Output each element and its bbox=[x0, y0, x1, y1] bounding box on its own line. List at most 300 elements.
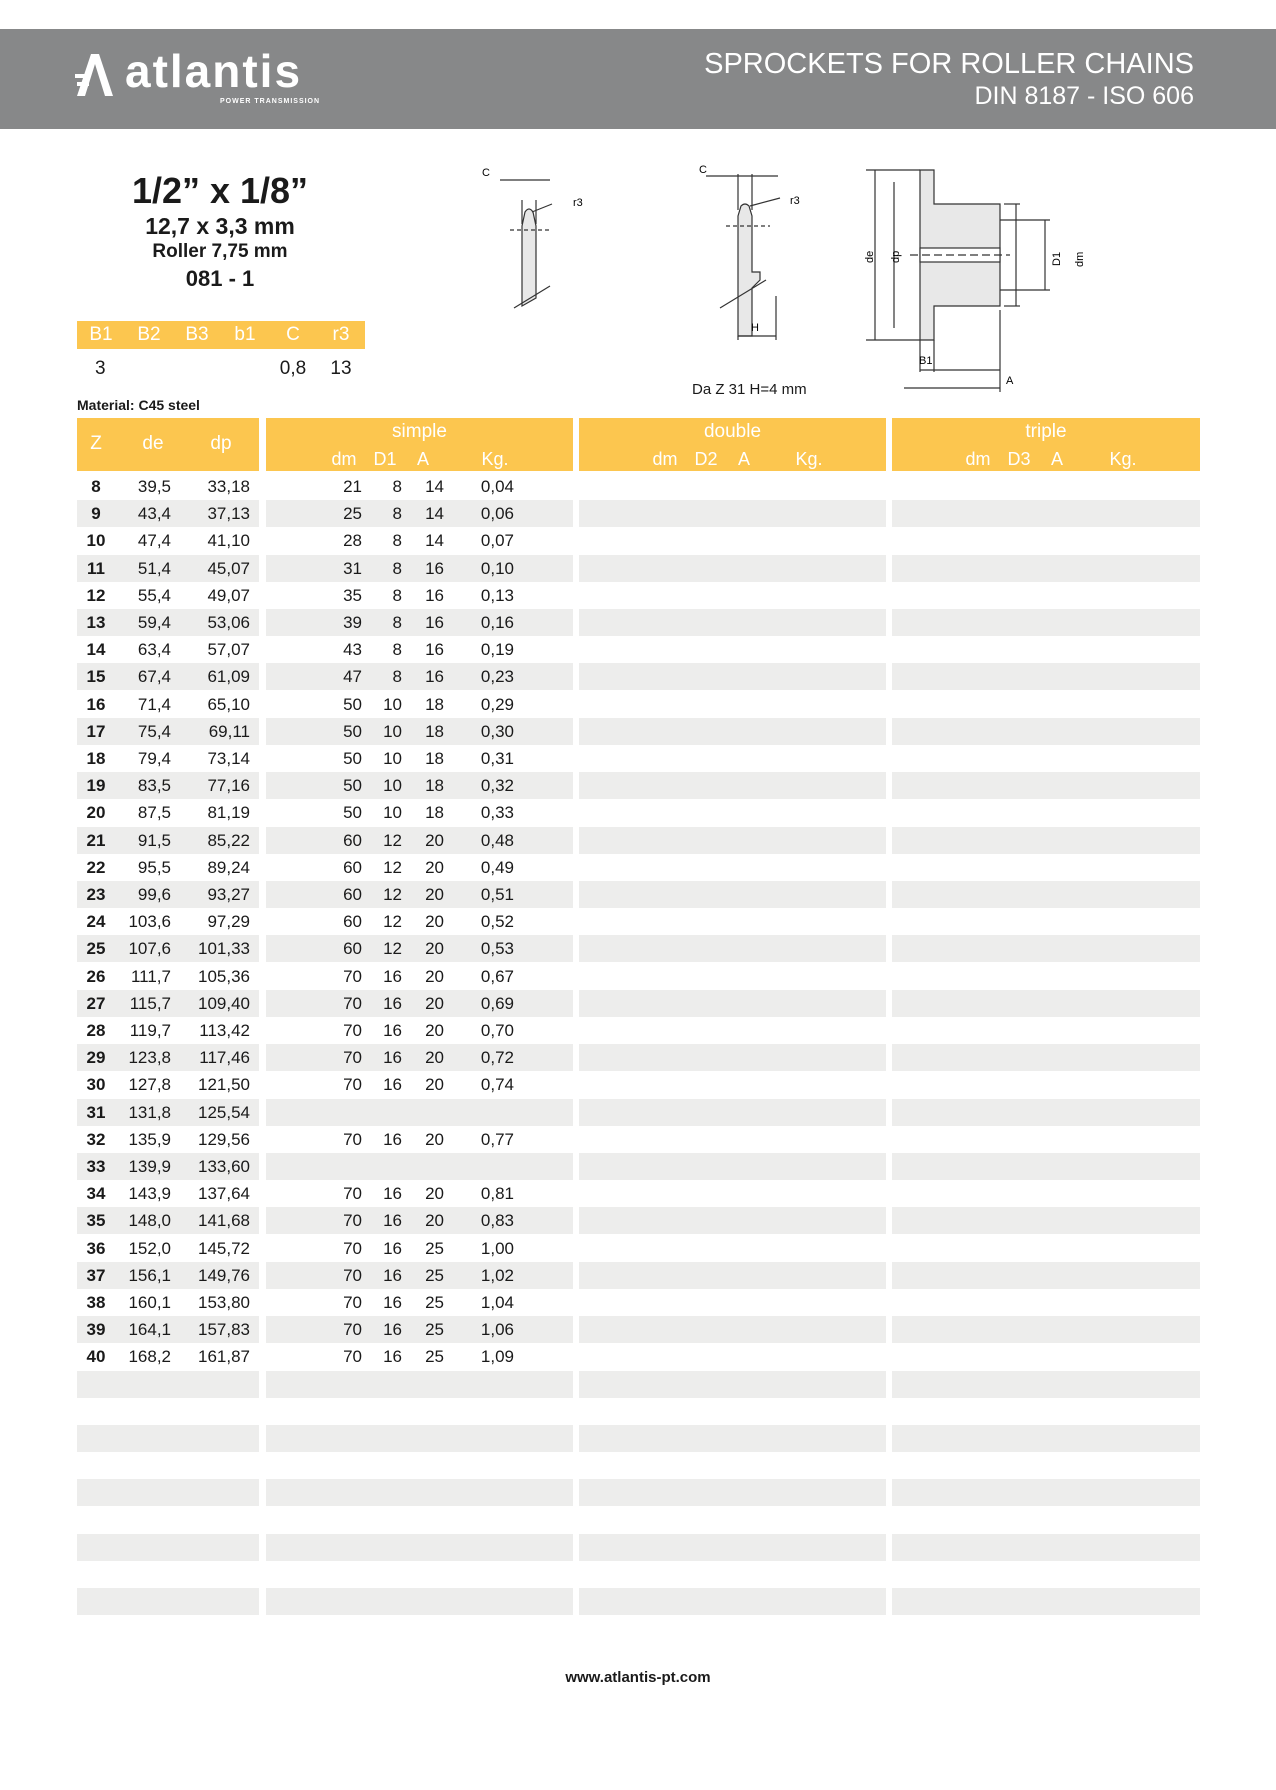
table-cell: 0,23 bbox=[480, 667, 514, 687]
table-cell: 40 bbox=[86, 1347, 106, 1367]
table-cell: 135,9 bbox=[128, 1129, 171, 1149]
label-dm: dm bbox=[1074, 251, 1086, 267]
table-cell: 157,83 bbox=[198, 1320, 250, 1340]
table-cell: 17 bbox=[86, 721, 106, 741]
table-cell: 143,9 bbox=[128, 1184, 171, 1204]
table-cell: 50 bbox=[343, 749, 362, 768]
table-row bbox=[0, 1017, 1276, 1044]
row-stripe bbox=[579, 1316, 886, 1343]
table-row bbox=[0, 691, 1276, 718]
table-cell: 18 bbox=[425, 694, 444, 714]
table-row bbox=[0, 555, 1276, 582]
table-cell: 30 bbox=[86, 1075, 106, 1095]
row-stripe bbox=[579, 772, 886, 799]
table-row bbox=[0, 1452, 1276, 1479]
table-cell: 71,4 bbox=[137, 694, 171, 714]
row-stripe bbox=[579, 500, 886, 527]
dimension-table bbox=[77, 321, 365, 383]
table-row bbox=[0, 1207, 1276, 1234]
table-cell: 20 bbox=[425, 1184, 444, 1204]
table-cell: 153,80 bbox=[198, 1293, 250, 1312]
row-stripe bbox=[892, 990, 1200, 1017]
table-header-zdedp bbox=[77, 418, 259, 471]
table-cell: 50 bbox=[343, 776, 362, 796]
table-cell: 160,1 bbox=[128, 1293, 171, 1312]
table-cell: 49,07 bbox=[207, 585, 250, 605]
table-cell: 37,13 bbox=[207, 504, 250, 524]
table-cell: 161,87 bbox=[198, 1347, 250, 1367]
table-row bbox=[0, 1153, 1276, 1180]
chain-size-mm: 12,7 x 3,3 mm bbox=[145, 213, 295, 239]
table-cell: 70 bbox=[343, 966, 362, 986]
table-cell: 25 bbox=[86, 939, 106, 959]
table-cell: 0,51 bbox=[480, 885, 514, 904]
table-cell: 85,22 bbox=[207, 830, 250, 850]
table-cell: 156,1 bbox=[128, 1265, 171, 1285]
table-header-triple bbox=[892, 418, 1200, 471]
table-row bbox=[0, 1316, 1276, 1343]
row-stripe bbox=[579, 1262, 886, 1289]
table-cell: 20 bbox=[425, 857, 444, 877]
row-stripe bbox=[892, 1371, 1200, 1398]
row-stripe bbox=[579, 1099, 886, 1126]
table-cell: 8 bbox=[91, 477, 101, 496]
table-cell: 16 bbox=[383, 1075, 402, 1095]
table-cell: 14 bbox=[86, 640, 106, 660]
group-double-title: double bbox=[703, 421, 762, 442]
row-stripe bbox=[892, 827, 1200, 854]
table-cell: 19 bbox=[86, 776, 106, 796]
table-cell: 73,14 bbox=[207, 749, 250, 768]
technical-drawings bbox=[470, 160, 1110, 400]
table-row bbox=[0, 718, 1276, 745]
table-cell: 70 bbox=[343, 1347, 362, 1367]
dim-value: 3 bbox=[95, 358, 106, 379]
table-cell: 16 bbox=[383, 1021, 402, 1040]
table-cell bbox=[326, 1153, 362, 1180]
table-cell: 22 bbox=[86, 857, 106, 877]
table-row bbox=[0, 663, 1276, 690]
label-dp: dp bbox=[890, 250, 902, 263]
table-row bbox=[0, 1044, 1276, 1071]
table-cell: 16 bbox=[383, 1211, 402, 1231]
row-stripe bbox=[892, 1099, 1200, 1126]
table-cell: 101,33 bbox=[198, 939, 250, 959]
table-cell: 36 bbox=[86, 1238, 106, 1258]
table-cell: 18 bbox=[425, 803, 444, 823]
table-cell: 87,5 bbox=[137, 803, 171, 823]
brand-logo bbox=[75, 45, 325, 110]
dim-header: B2 bbox=[137, 324, 161, 345]
table-cell: 149,76 bbox=[198, 1265, 250, 1285]
table-cell: 21 bbox=[343, 477, 362, 496]
row-stripe bbox=[579, 555, 886, 582]
col-a: A bbox=[416, 449, 429, 469]
table-cell: 18 bbox=[425, 776, 444, 796]
table-cell: 16 bbox=[425, 640, 444, 660]
row-stripe bbox=[266, 1425, 573, 1452]
table-cell: 60 bbox=[343, 830, 362, 850]
table-cell: 129,56 bbox=[198, 1129, 250, 1149]
label-de: de bbox=[864, 250, 876, 263]
table-cell: 61,09 bbox=[207, 667, 250, 687]
table-cell: 21 bbox=[86, 830, 106, 850]
table-cell: 20 bbox=[425, 885, 444, 904]
table-cell: 148,0 bbox=[128, 1211, 171, 1231]
table-cell: 0,19 bbox=[480, 640, 514, 660]
table-cell: 33,18 bbox=[207, 477, 250, 496]
table-cell: 8 bbox=[392, 667, 402, 687]
table-row bbox=[0, 609, 1276, 636]
table-cell: 11 bbox=[87, 558, 105, 578]
table-cell: 28 bbox=[86, 1021, 106, 1040]
table-row bbox=[0, 1507, 1276, 1534]
row-stripe bbox=[579, 1044, 886, 1071]
row-stripe bbox=[892, 881, 1200, 908]
row-stripe bbox=[266, 1588, 573, 1615]
table-row bbox=[0, 500, 1276, 527]
table-cell: 16 bbox=[383, 1184, 402, 1204]
table-cell: 10 bbox=[383, 721, 402, 741]
dim-header: r3 bbox=[332, 324, 350, 345]
row-stripe bbox=[579, 718, 886, 745]
table-cell: 93,27 bbox=[207, 885, 250, 904]
dim-value bbox=[125, 355, 173, 383]
table-row bbox=[0, 1371, 1276, 1398]
table-cell: 33 bbox=[86, 1157, 106, 1176]
table-cell: 20 bbox=[425, 939, 444, 959]
table-cell: 43,4 bbox=[137, 504, 171, 524]
table-cell: 12 bbox=[383, 830, 402, 850]
table-row bbox=[0, 881, 1276, 908]
table-cell: 8 bbox=[392, 504, 402, 524]
table-cell: 91,5 bbox=[137, 830, 171, 850]
table-row bbox=[0, 854, 1276, 881]
table-cell: 20 bbox=[86, 803, 106, 823]
table-cell: 115,7 bbox=[129, 993, 171, 1013]
table-cell: 16 bbox=[383, 1293, 402, 1312]
table-cell: 70 bbox=[343, 1075, 362, 1095]
table-cell: 1,04 bbox=[480, 1293, 514, 1312]
table-cell: 12 bbox=[86, 585, 106, 605]
table-cell: 0,69 bbox=[480, 993, 514, 1013]
table-cell: 10 bbox=[383, 694, 402, 714]
label-r3: r3 bbox=[573, 197, 583, 209]
table-cell: 37 bbox=[86, 1265, 106, 1285]
table-cell: 0,52 bbox=[480, 912, 514, 932]
row-stripe bbox=[579, 990, 886, 1017]
row-stripe bbox=[892, 1425, 1200, 1452]
table-row bbox=[0, 908, 1276, 935]
table-cell: 50 bbox=[343, 721, 362, 741]
row-stripe bbox=[892, 663, 1200, 690]
row-stripe bbox=[579, 1371, 886, 1398]
table-cell: 70 bbox=[343, 1129, 362, 1149]
table-cell: 0,30 bbox=[480, 721, 514, 741]
table-cell: 20 bbox=[425, 993, 444, 1013]
table-cell: 10 bbox=[383, 803, 402, 823]
table-row bbox=[0, 1479, 1276, 1506]
table-cell: 70 bbox=[343, 1238, 362, 1258]
dim-header: C bbox=[286, 324, 300, 345]
table-row bbox=[0, 1398, 1276, 1425]
col-kg: Kg. bbox=[1109, 449, 1137, 469]
table-cell: 70 bbox=[343, 1184, 362, 1204]
row-stripe bbox=[579, 1425, 886, 1452]
table-row bbox=[0, 772, 1276, 799]
page-subtitle: DIN 8187 - ISO 606 bbox=[974, 82, 1194, 110]
table-cell: 60 bbox=[343, 912, 362, 932]
table-cell: 16 bbox=[383, 1129, 402, 1149]
table-cell: 123,8 bbox=[128, 1048, 171, 1068]
row-stripe bbox=[579, 1207, 886, 1234]
col-de: de bbox=[142, 433, 164, 454]
table-cell: 0,81 bbox=[480, 1184, 514, 1204]
table-cell: 25 bbox=[425, 1293, 444, 1312]
col-dm: dm bbox=[331, 449, 357, 469]
table-cell: 39 bbox=[86, 1320, 106, 1340]
table-cell: 39 bbox=[343, 613, 362, 632]
table-cell: 25 bbox=[425, 1265, 444, 1285]
table-header-simple bbox=[266, 418, 573, 471]
table-row bbox=[0, 1180, 1276, 1207]
row-stripe bbox=[892, 1044, 1200, 1071]
table-cell: 137,64 bbox=[198, 1184, 250, 1204]
col-d3: D3 bbox=[1007, 449, 1031, 469]
table-cell: 47,4 bbox=[137, 531, 171, 551]
table-cell: 0,53 bbox=[480, 939, 514, 959]
table-cell: 25 bbox=[425, 1238, 444, 1258]
table-cell: 50 bbox=[343, 694, 362, 714]
table-cell: 39,5 bbox=[137, 477, 171, 496]
col-dm: dm bbox=[965, 449, 991, 469]
group-triple-title: triple bbox=[1025, 421, 1067, 442]
sprocket-section-drawing bbox=[866, 170, 1050, 392]
table-cell: 141,68 bbox=[198, 1211, 250, 1231]
tooth-hub-drawing bbox=[706, 174, 780, 340]
table-cell: 50 bbox=[343, 803, 362, 823]
table-cell: 0,48 bbox=[480, 830, 514, 850]
table-cell: 12 bbox=[383, 912, 402, 932]
table-cell: 109,40 bbox=[198, 993, 250, 1013]
table-cell: 59,4 bbox=[137, 613, 171, 632]
table-cell: 9 bbox=[91, 504, 101, 524]
table-cell: 121,50 bbox=[198, 1075, 250, 1095]
table-cell: 60 bbox=[343, 939, 362, 959]
table-cell: 1,02 bbox=[480, 1265, 514, 1285]
dim-value bbox=[221, 355, 269, 383]
dim-value: 13 bbox=[330, 358, 352, 379]
row-stripe bbox=[77, 1588, 259, 1615]
table-cell: 70 bbox=[343, 993, 362, 1013]
table-row bbox=[0, 527, 1276, 554]
table-cell: 117,46 bbox=[199, 1048, 250, 1068]
table-cell: 16 bbox=[383, 993, 402, 1013]
table-cell: 70 bbox=[343, 1048, 362, 1068]
col-dm: dm bbox=[652, 449, 678, 469]
size-block bbox=[75, 170, 365, 294]
table-cell: 16 bbox=[86, 694, 106, 714]
row-stripe bbox=[892, 1316, 1200, 1343]
table-cell: 8 bbox=[392, 531, 402, 551]
table-cell: 25 bbox=[425, 1320, 444, 1340]
label-c: C bbox=[482, 167, 490, 179]
table-cell: 10 bbox=[383, 776, 402, 796]
table-cell: 133,60 bbox=[198, 1157, 250, 1176]
dim-value: 0,8 bbox=[279, 358, 307, 379]
table-cell: 18 bbox=[86, 749, 106, 768]
table-cell: 0,72 bbox=[480, 1048, 514, 1068]
row-stripe bbox=[266, 1534, 573, 1561]
diagram-note: Da Z 31 H=4 mm bbox=[692, 381, 807, 398]
brand-tagline: POWER TRANSMISSION bbox=[220, 98, 321, 105]
table-cell: 16 bbox=[383, 1048, 402, 1068]
table-cell: 0,13 bbox=[480, 585, 514, 605]
table-cell bbox=[326, 1099, 362, 1126]
table-cell: 0,04 bbox=[480, 477, 514, 496]
chain-size: 1/2” x 1/8” bbox=[131, 170, 309, 211]
table-cell: 29 bbox=[86, 1048, 106, 1068]
table-row bbox=[0, 990, 1276, 1017]
table-cell: 10 bbox=[383, 749, 402, 768]
table-row bbox=[0, 636, 1276, 663]
table-cell: 0,33 bbox=[480, 803, 514, 823]
col-d2: D2 bbox=[694, 449, 718, 469]
brand-name: atlantis bbox=[125, 45, 303, 97]
col-kg: Kg. bbox=[481, 449, 509, 469]
label-c: C bbox=[699, 164, 707, 176]
table-cell: 16 bbox=[425, 558, 444, 578]
table-cell: 0,74 bbox=[480, 1075, 514, 1095]
table-cell: 43 bbox=[343, 640, 362, 660]
table-cell: 20 bbox=[425, 966, 444, 986]
row-stripe bbox=[579, 827, 886, 854]
table-cell: 83,5 bbox=[137, 776, 171, 796]
table-cell: 0,16 bbox=[480, 613, 514, 632]
row-stripe bbox=[892, 1153, 1200, 1180]
row-stripe bbox=[77, 1425, 259, 1452]
table-row bbox=[0, 1235, 1276, 1262]
table-cell: 0,10 bbox=[480, 558, 514, 578]
label-h: H bbox=[751, 322, 759, 334]
table-cell: 164,1 bbox=[128, 1320, 171, 1340]
table-row bbox=[0, 1534, 1276, 1561]
row-stripe bbox=[77, 1371, 259, 1398]
table-cell: 70 bbox=[343, 1320, 362, 1340]
dim-header: b1 bbox=[234, 324, 256, 345]
table-cell: 0,67 bbox=[480, 966, 514, 986]
table-cell: 25 bbox=[343, 504, 362, 524]
table-cell: 8 bbox=[392, 477, 402, 496]
table-cell: 0,06 bbox=[480, 504, 514, 524]
table-cell: 70 bbox=[343, 1265, 362, 1285]
table-cell: 12 bbox=[383, 857, 402, 877]
table-cell: 145,72 bbox=[198, 1238, 250, 1258]
table-cell: 111,7 bbox=[130, 966, 171, 986]
table-row bbox=[0, 1262, 1276, 1289]
table-cell bbox=[412, 1099, 444, 1126]
table-cell: 127,8 bbox=[128, 1075, 171, 1095]
material-note: Material: C45 steel bbox=[77, 397, 200, 413]
row-stripe bbox=[579, 609, 886, 636]
label-b1: B1 bbox=[919, 355, 933, 367]
table-cell bbox=[470, 1153, 514, 1180]
row-stripe bbox=[77, 1479, 259, 1506]
dimension-value-row bbox=[77, 355, 365, 383]
table-cell: 16 bbox=[383, 966, 402, 986]
table-cell: 10 bbox=[86, 531, 106, 551]
table-cell bbox=[470, 1099, 514, 1126]
table-cell: 1,00 bbox=[480, 1238, 514, 1258]
col-dp: dp bbox=[210, 433, 232, 454]
col-a: A bbox=[737, 449, 750, 469]
table-cell: 53,06 bbox=[207, 613, 250, 632]
table-cell: 0,31 bbox=[480, 749, 514, 768]
row-stripe bbox=[579, 1534, 886, 1561]
table-cell: 1,09 bbox=[480, 1347, 514, 1367]
table-cell: 16 bbox=[425, 613, 444, 632]
table-header-double bbox=[579, 418, 886, 471]
table-cell: 0,70 bbox=[480, 1021, 514, 1040]
table-cell: 139,9 bbox=[128, 1157, 171, 1176]
table-cell: 12 bbox=[383, 885, 402, 904]
table-cell: 41,10 bbox=[207, 531, 250, 551]
row-stripe bbox=[892, 1479, 1200, 1506]
table-cell: 60 bbox=[343, 857, 362, 877]
table-cell: 23 bbox=[86, 885, 106, 904]
table-cell: 25 bbox=[425, 1347, 444, 1367]
table-cell: 55,4 bbox=[137, 585, 171, 605]
table-cell: 14 bbox=[425, 504, 444, 524]
table-cell: 75,4 bbox=[137, 721, 171, 741]
page-title: SPROCKETS FOR ROLLER CHAINS bbox=[704, 48, 1194, 80]
table-cell: 38 bbox=[86, 1293, 106, 1312]
table-cell: 99,6 bbox=[137, 885, 171, 904]
row-stripe bbox=[266, 1371, 573, 1398]
table-cell: 16 bbox=[383, 1347, 402, 1367]
table-cell: 18 bbox=[425, 721, 444, 741]
table-cell: 131,8 bbox=[128, 1102, 171, 1122]
table-cell: 14 bbox=[425, 477, 444, 496]
table-row bbox=[0, 582, 1276, 609]
row-stripe bbox=[77, 1534, 259, 1561]
table-cell: 60 bbox=[343, 885, 362, 904]
table-cell: 63,4 bbox=[137, 640, 171, 660]
table-cell: 20 bbox=[425, 1048, 444, 1068]
table-cell: 14 bbox=[425, 531, 444, 551]
row-stripe bbox=[892, 555, 1200, 582]
table-row bbox=[0, 963, 1276, 990]
chain-code: 081 - 1 bbox=[185, 266, 255, 291]
row-stripe bbox=[579, 881, 886, 908]
table-cell: 24 bbox=[86, 912, 106, 932]
row-stripe bbox=[579, 1153, 886, 1180]
table-cell: 70 bbox=[343, 1293, 362, 1312]
table-cell: 0,83 bbox=[480, 1211, 514, 1231]
row-stripe bbox=[892, 718, 1200, 745]
dim-header: B3 bbox=[185, 324, 209, 345]
table-cell: 113,42 bbox=[199, 1021, 250, 1040]
row-stripe bbox=[892, 1588, 1200, 1615]
table-cell: 103,6 bbox=[128, 912, 171, 932]
table-cell: 32 bbox=[86, 1129, 106, 1149]
table-cell: 8 bbox=[392, 613, 402, 632]
table-cell: 57,07 bbox=[207, 640, 250, 660]
table-cell: 51,4 bbox=[137, 558, 171, 578]
dim-header: B1 bbox=[89, 324, 113, 345]
footer-url[interactable]: www.atlantis-pt.com bbox=[565, 1669, 711, 1686]
table-cell: 0,32 bbox=[480, 776, 514, 796]
